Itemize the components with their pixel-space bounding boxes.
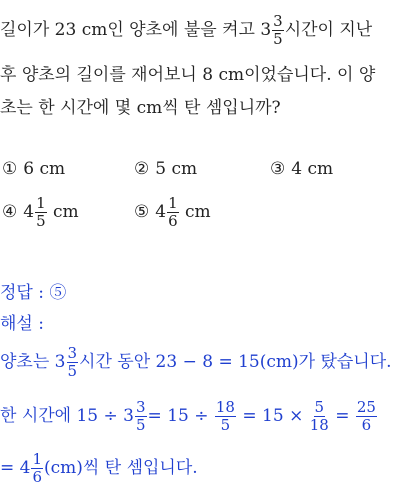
numerator: 1 (32, 450, 43, 468)
explanation-line-2 (0, 400, 378, 433)
explanation-text: 한 시간에 15 ÷ 3 (0, 406, 134, 426)
option-text: 6 cm (23, 159, 66, 179)
explanation-text: = 4 (0, 458, 31, 478)
denominator: 5 (136, 416, 146, 434)
denominator: 5 (67, 362, 78, 380)
fraction (215, 400, 236, 433)
denominator: 18 (309, 416, 329, 434)
option-marker: ⑤ (134, 202, 150, 222)
explanation-text: = 15 ÷ (147, 406, 209, 426)
question-text: 시간이 지난 (284, 20, 373, 40)
option-2[interactable] (134, 159, 197, 179)
denominator: 5 (220, 416, 231, 434)
explanation-line-3 (0, 452, 198, 485)
fraction (310, 400, 329, 433)
fraction (272, 14, 284, 47)
denominator: 6 (361, 416, 372, 434)
option-unit: cm (53, 202, 79, 222)
option-marker: ④ (2, 202, 18, 222)
question-line-1 (0, 14, 372, 47)
explanation-text: 시간 동안 23 − 8 = 15(cm)가 탔습니다. (79, 352, 392, 372)
numerator: 1 (168, 194, 178, 212)
option-4[interactable] (2, 196, 79, 229)
numerator: 3 (136, 398, 146, 416)
denominator: 5 (273, 30, 283, 48)
fraction (167, 196, 179, 229)
option-whole: 4 (155, 202, 167, 222)
option-marker: ③ (270, 159, 286, 179)
denominator: 6 (168, 212, 178, 230)
fraction (135, 400, 147, 433)
numerator: 5 (314, 398, 325, 416)
fraction (356, 400, 377, 433)
denominator: 6 (32, 468, 43, 486)
explanation-text: = 15 × (242, 406, 304, 426)
question-line-3: 초는 한 시간에 몇 cm씩 탄 셈입니까? (0, 98, 281, 118)
answer-label: 정답 : ⑤ (0, 283, 67, 303)
question-text: 길이가 23 cm인 양초에 불을 켜고 3 (0, 20, 272, 40)
numerator: 1 (36, 194, 46, 212)
question-line-2: 후 양초의 길이를 재어보니 8 cm이었습니다. 이 양 (0, 65, 376, 85)
option-5[interactable] (134, 196, 211, 229)
fraction (31, 452, 43, 485)
explanation-label: 해설 : (0, 314, 44, 334)
numerator: 25 (356, 398, 376, 416)
fraction (67, 346, 79, 379)
numerator: 18 (215, 398, 235, 416)
explanation-text: 양초는 3 (0, 352, 66, 372)
explanation-text: (cm)씩 탄 셈입니다. (44, 458, 198, 478)
explanation-text: = (335, 406, 350, 426)
option-unit: cm (185, 202, 211, 222)
option-marker: ① (2, 159, 18, 179)
option-whole: 4 (23, 202, 35, 222)
numerator: 3 (273, 12, 283, 30)
option-3[interactable] (270, 159, 333, 179)
option-text: 4 cm (291, 159, 334, 179)
fraction (35, 196, 47, 229)
option-text: 5 cm (155, 159, 198, 179)
option-marker: ② (134, 159, 150, 179)
option-1[interactable] (2, 159, 65, 179)
explanation-line-1 (0, 346, 392, 379)
denominator: 5 (36, 212, 46, 230)
numerator: 3 (67, 344, 78, 362)
